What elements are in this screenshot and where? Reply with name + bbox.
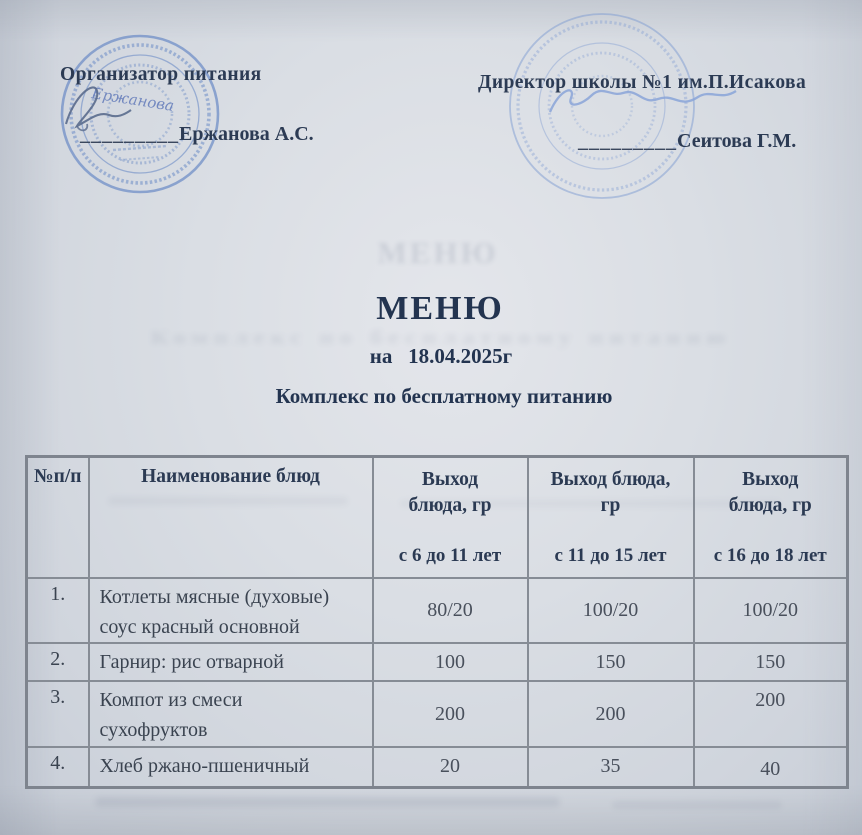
- menu-subtitle: Комплекс по бесплатному питанию: [275, 384, 613, 408]
- page-title: МЕНЮ: [376, 290, 504, 327]
- stamp-script-name: Ержанова: [90, 84, 176, 115]
- header-line: Выход блюда,: [550, 469, 671, 490]
- table-row: [27, 681, 848, 747]
- col-header-portion-age-11-15: [528, 457, 694, 579]
- table-row: [27, 578, 848, 643]
- bleed-through-line: Комплекс по бесплатному питанию: [150, 327, 732, 349]
- left-signature-icon: [58, 74, 188, 136]
- table-row: [27, 643, 848, 681]
- header-age-range: с 16 до 18 лет: [713, 545, 827, 566]
- left-signature-underline: _________: [80, 123, 179, 145]
- bleed-through-title: МЕНЮ: [377, 235, 499, 270]
- dish-name: [89, 643, 373, 681]
- row-number: 4.: [27, 747, 89, 787]
- portion-value: 150: [694, 643, 848, 681]
- portion-value: 100/20: [528, 578, 694, 643]
- menu-table: [25, 455, 849, 789]
- left-official-title: Организатор питания: [60, 64, 262, 85]
- col-header-dish-name: Наименование блюд: [89, 457, 373, 579]
- row-number: 3.: [27, 681, 89, 747]
- portion-value: 40: [694, 747, 848, 787]
- dish-name: [89, 578, 373, 643]
- portion-value: 80/20: [373, 578, 528, 643]
- header-age-range: с 11 до 15 лет: [554, 545, 667, 566]
- bleed-smudge: [612, 801, 782, 809]
- header-age-range: с 6 до 11 лет: [398, 545, 502, 566]
- col-header-portion-age-6-11: [373, 457, 528, 579]
- col-header-number: №п/п: [27, 457, 89, 579]
- row-number: 1.: [27, 578, 89, 643]
- header-line: Выход: [421, 469, 479, 490]
- dish-name: [89, 681, 373, 747]
- table-row: [27, 747, 848, 787]
- portion-value: 200: [694, 681, 848, 747]
- right-official-name: Сеитова Г.М.: [677, 130, 797, 152]
- bleed-smudge: [95, 797, 560, 807]
- portion-value: 200: [373, 681, 528, 747]
- dish-line: Компот из смеси: [99, 689, 243, 711]
- portion-value: 20: [373, 747, 528, 787]
- dish-line: Гарнир: рис отварной: [99, 651, 284, 673]
- header-line: гр: [600, 494, 621, 516]
- right-signature-underline: _________: [578, 130, 677, 152]
- portion-value: 100/20: [694, 578, 848, 643]
- portion-value: 100: [373, 643, 528, 681]
- dish-name: [89, 747, 373, 787]
- col-header-portion-age-16-18: [694, 457, 848, 579]
- header-line: Выход: [742, 469, 799, 490]
- right-official-title: Директор школы №1 им.П.Исакова: [478, 72, 807, 93]
- portion-value: 150: [528, 643, 694, 681]
- dish-line: Котлеты мясные (духовые): [99, 586, 330, 608]
- header-line: блюда, гр: [408, 494, 492, 516]
- row-number: 2.: [27, 643, 89, 681]
- right-signature-icon: [542, 78, 747, 126]
- header-line: блюда, гр: [728, 494, 812, 516]
- menu-date: на 18.04.2025г: [369, 344, 513, 368]
- portion-value: 35: [528, 747, 694, 787]
- dish-line: соус красный основной: [99, 616, 300, 638]
- table-header-row: [27, 457, 848, 579]
- left-official-name: Ержанова А.С.: [179, 123, 314, 145]
- dish-line: Хлеб ржано-пшеничный: [99, 755, 310, 777]
- dish-line: сухофруктов: [99, 719, 208, 741]
- portion-value: 200: [528, 681, 694, 747]
